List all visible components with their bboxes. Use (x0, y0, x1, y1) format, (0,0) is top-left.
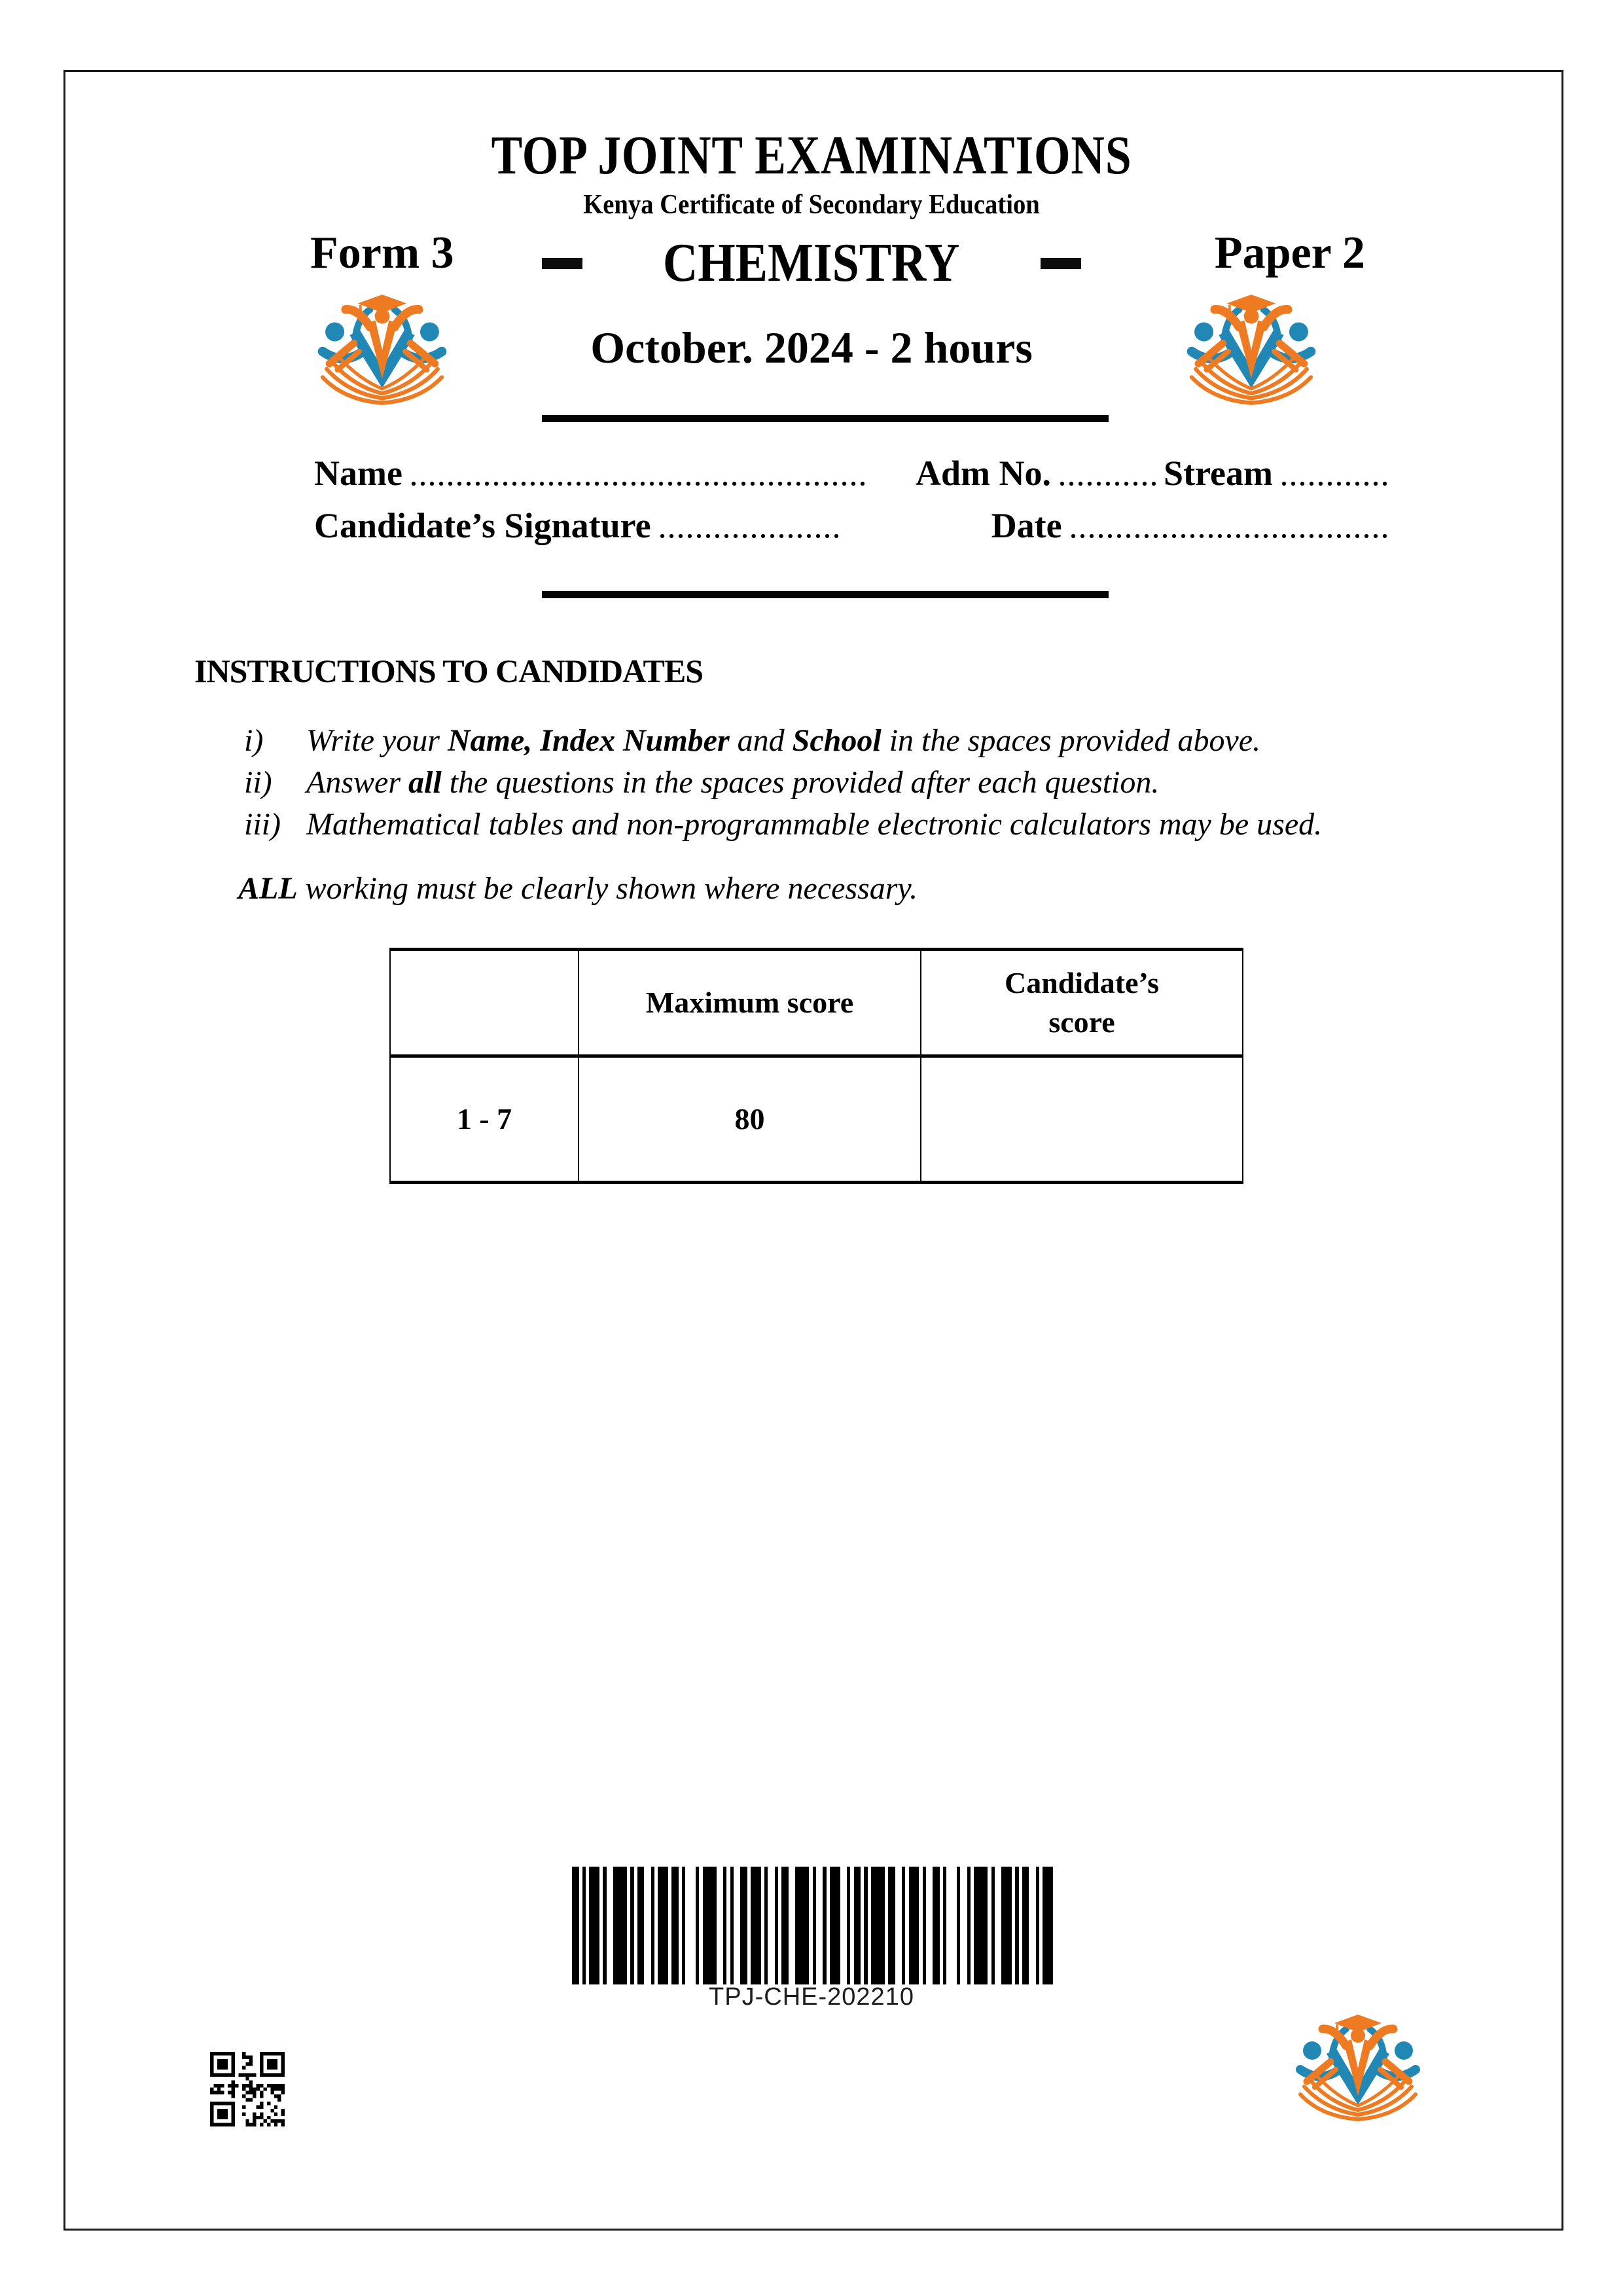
name-row (314, 454, 1387, 493)
name-label: Name (314, 454, 402, 493)
signature-label: Candidate’s Signature (314, 506, 651, 545)
subject-row (0, 232, 1623, 293)
item-numeral: iii) (244, 807, 281, 842)
question-col-header (391, 951, 578, 1054)
divider-rule-top (542, 415, 1109, 422)
item-text: Mathematical tables and non-programmable electronic calculators may be used. (306, 807, 1323, 842)
date-label: Date (991, 506, 1062, 545)
item-text: Write your Name, Index Number and School in the spaces provided above. (306, 723, 1261, 758)
instruction-item (244, 764, 1396, 806)
score-table (389, 948, 1243, 1184)
max-score-cell: 80 (578, 1058, 920, 1181)
paper-number: Paper 2 (1214, 228, 1365, 278)
instruction-item (244, 806, 1396, 848)
exam-session: October. 2024 - 2 hours (590, 323, 1033, 372)
left-dash (542, 258, 582, 269)
barcode (572, 1867, 1054, 1984)
question-range-cell: 1 - 7 (456, 1102, 512, 1136)
form-level: Form 3 (310, 228, 454, 278)
right-dash (1041, 258, 1081, 269)
name-blank-line (409, 480, 870, 487)
adm-no-blank-line (1058, 480, 1156, 487)
item-text: Answer all the questions in the spaces provided after each question. (306, 765, 1160, 800)
exam-subtitle: Kenya Certificate of Secondary Education (583, 190, 1040, 220)
qr-code-icon (203, 2045, 292, 2134)
signature-blank-line (658, 533, 841, 539)
school-logo-icon (1291, 2013, 1425, 2126)
working-note: ALL working must be clearly shown where necessary. (238, 871, 918, 906)
divider-rule-bottom (542, 591, 1109, 598)
barcode-text: TPJ-CHE-202210 (709, 1983, 914, 2011)
stream-label: Stream (1164, 454, 1273, 493)
max-score-header: Maximum score (578, 951, 920, 1054)
signature-row (314, 507, 1387, 545)
item-numeral: i) (244, 723, 264, 758)
item-numeral: ii) (244, 765, 272, 800)
candidate-score-cell (920, 1058, 1242, 1181)
instructions-heading: INSTRUCTIONS TO CANDIDATES (194, 653, 704, 689)
candidate-score-header: Candidate’s score (920, 951, 1242, 1054)
date-blank-line (1069, 533, 1387, 539)
exam-title: TOP JOINT EXAMINATIONS (491, 125, 1132, 186)
instruction-item (244, 723, 1396, 764)
score-table-row (391, 1058, 1242, 1181)
stream-blank-line (1279, 480, 1387, 487)
subject-title: CHEMISTRY (663, 232, 960, 293)
instructions-list (244, 723, 1396, 848)
adm-no-label: Adm No. (916, 454, 1052, 493)
score-table-header-row (391, 951, 1242, 1058)
